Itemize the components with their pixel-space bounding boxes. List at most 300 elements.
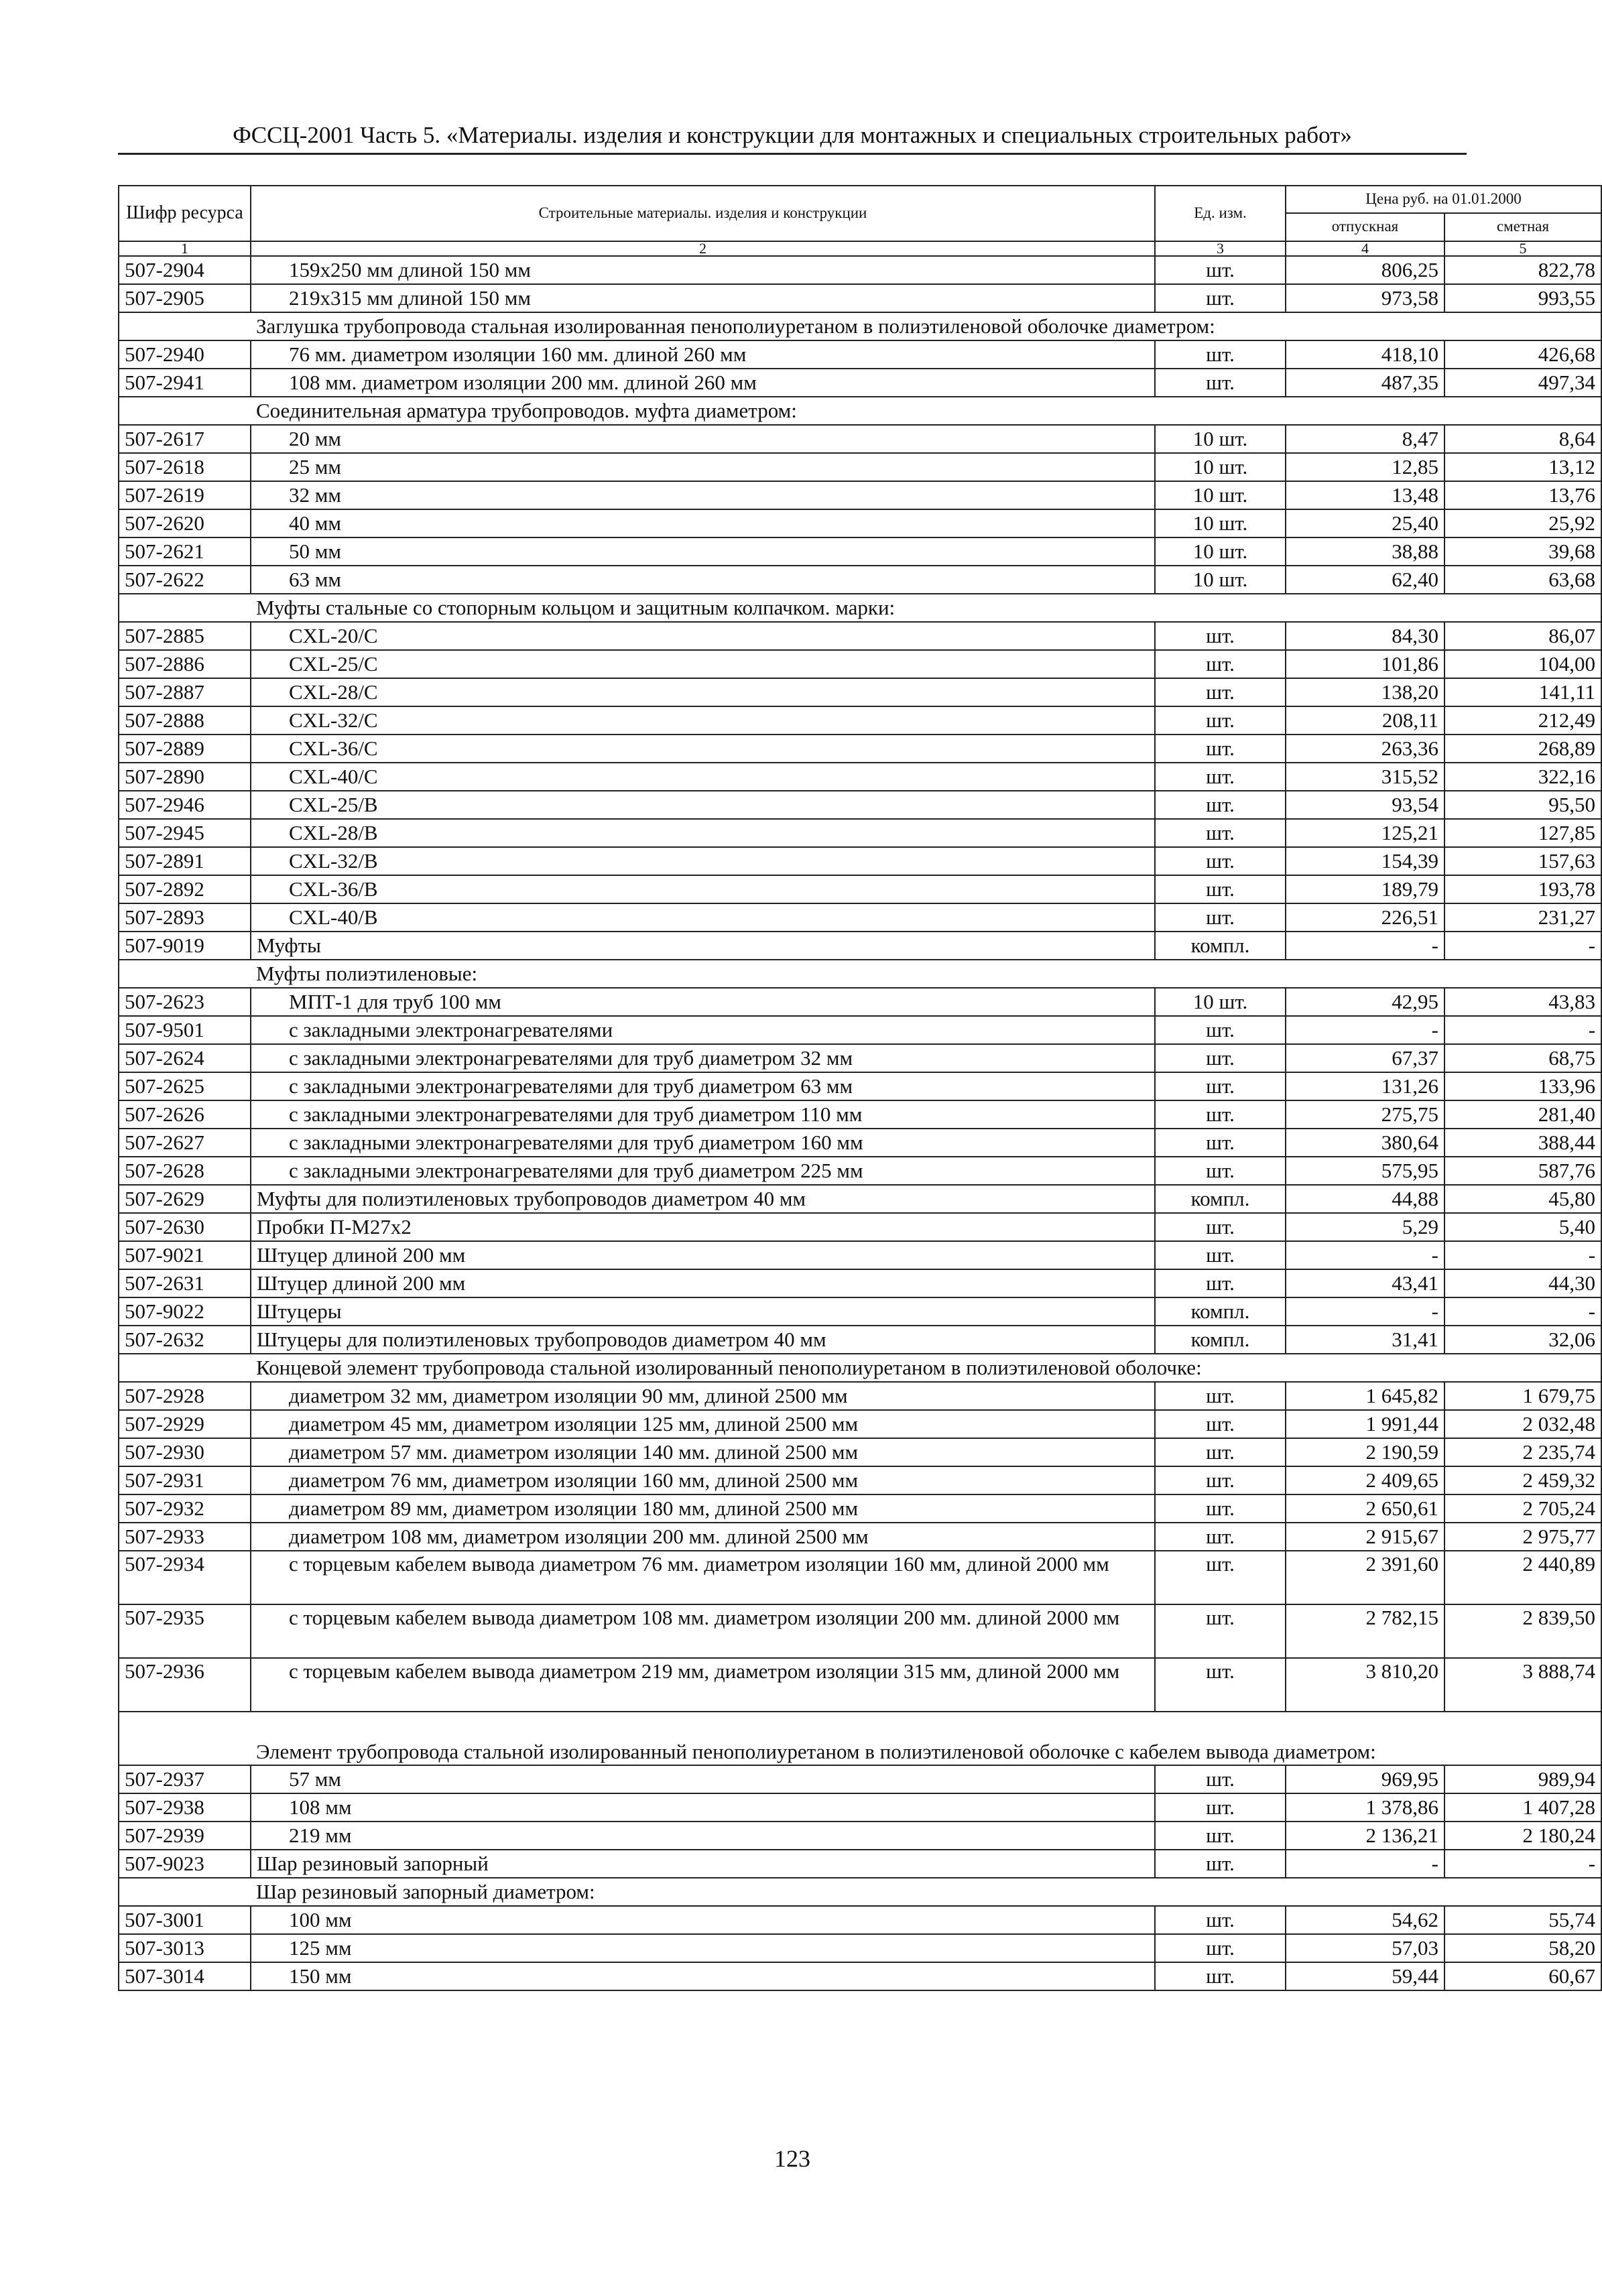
material-name: МПТ-1 для труб 100 мм: [251, 988, 1155, 1016]
resource-code: 507-2618: [119, 453, 251, 481]
table-row: [119, 1072, 1601, 1100]
price-release: 189,79: [1286, 875, 1444, 903]
material-name: Штуцер длиной 200 мм: [251, 1269, 1155, 1297]
material-name: CXL-25/B: [251, 791, 1155, 819]
resource-code: 507-2624: [119, 1044, 251, 1072]
table-row: [119, 988, 1601, 1016]
section-code-cell: [119, 1712, 251, 1765]
table-row: [119, 509, 1601, 537]
material-name: CXL-36/B: [251, 875, 1155, 903]
unit-of-measure: шт.: [1155, 1658, 1286, 1712]
material-name: CXL-32/C: [251, 706, 1155, 735]
price-release: 84,30: [1286, 622, 1444, 650]
section-title: Шар резиновый запорный диаметром:: [251, 1878, 1601, 1906]
table-row: [119, 1822, 1601, 1850]
resource-code: 507-2934: [119, 1551, 251, 1604]
resource-code: 507-3014: [119, 1962, 251, 1990]
unit-of-measure: шт.: [1155, 1793, 1286, 1822]
table-body: [119, 256, 1601, 1990]
section-code-cell: [119, 1878, 251, 1906]
resource-code: 507-2905: [119, 284, 251, 312]
material-name: CXL-40/C: [251, 763, 1155, 791]
table-row: [119, 1906, 1601, 1934]
page-number: 123: [774, 2145, 810, 2172]
price-estimate: -: [1444, 1850, 1601, 1878]
price-release: 1 378,86: [1286, 1793, 1444, 1822]
price-release: 380,64: [1286, 1129, 1444, 1157]
price-estimate: 426,68: [1444, 340, 1601, 369]
price-estimate: 157,63: [1444, 847, 1601, 875]
price-release: -: [1286, 1241, 1444, 1269]
unit-of-measure: шт.: [1155, 1551, 1286, 1604]
resource-code: 507-2617: [119, 425, 251, 453]
resource-code: 507-3013: [119, 1934, 251, 1962]
unit-of-measure: шт.: [1155, 1822, 1286, 1850]
price-estimate: 268,89: [1444, 735, 1601, 763]
price-release: 226,51: [1286, 903, 1444, 932]
table-row: [119, 1793, 1601, 1822]
unit-of-measure: шт.: [1155, 1072, 1286, 1100]
price-estimate: 388,44: [1444, 1129, 1601, 1157]
material-name: 63 мм: [251, 566, 1155, 594]
price-release: 263,36: [1286, 735, 1444, 763]
table-row: [119, 1269, 1601, 1297]
price-release: 62,40: [1286, 566, 1444, 594]
column-number: 5: [1444, 241, 1601, 256]
section-header-row: [119, 312, 1601, 340]
table-row: [119, 1157, 1601, 1185]
material-name: 20 мм: [251, 425, 1155, 453]
material-name: CXL-32/B: [251, 847, 1155, 875]
material-name: с закладными электронагревателями для труб диаметром 63 мм: [251, 1072, 1155, 1100]
price-release: 969,95: [1286, 1765, 1444, 1793]
table-row: [119, 1438, 1601, 1466]
resource-code: 507-2620: [119, 509, 251, 537]
price-estimate: 993,55: [1444, 284, 1601, 312]
price-estimate: 133,96: [1444, 1072, 1601, 1100]
price-estimate: 25,92: [1444, 509, 1601, 537]
price-release: 5,29: [1286, 1213, 1444, 1241]
price-release: 25,40: [1286, 509, 1444, 537]
table-row: [119, 1962, 1601, 1990]
material-name: с закладными электронагревателями для труб диаметром 32 мм: [251, 1044, 1155, 1072]
table-row: [119, 1765, 1601, 1793]
resource-code: 507-2945: [119, 819, 251, 847]
material-name: 25 мм: [251, 453, 1155, 481]
price-release: 2 190,59: [1286, 1438, 1444, 1466]
price-estimate: 55,74: [1444, 1906, 1601, 1934]
material-name: [251, 1551, 1155, 1604]
resource-code: 507-2630: [119, 1213, 251, 1241]
table-row: [119, 481, 1601, 509]
resource-code: 507-2627: [119, 1129, 251, 1157]
price-release: 42,95: [1286, 988, 1444, 1016]
column-header-unit: Ед. изм.: [1155, 186, 1286, 241]
resource-code: 507-2631: [119, 1269, 251, 1297]
resource-code: 507-2622: [119, 566, 251, 594]
price-estimate: 822,78: [1444, 256, 1601, 284]
unit-of-measure: шт.: [1155, 819, 1286, 847]
unit-of-measure: шт.: [1155, 284, 1286, 312]
resource-code: 507-2891: [119, 847, 251, 875]
price-estimate: 86,07: [1444, 622, 1601, 650]
unit-of-measure: шт.: [1155, 1241, 1286, 1269]
price-release: 8,47: [1286, 425, 1444, 453]
table-row: [119, 1410, 1601, 1438]
table-row: [119, 1466, 1601, 1494]
unit-of-measure: шт.: [1155, 1016, 1286, 1044]
unit-of-measure: 10 шт.: [1155, 425, 1286, 453]
unit-of-measure: шт.: [1155, 1410, 1286, 1438]
price-release: 67,37: [1286, 1044, 1444, 1072]
price-release: 418,10: [1286, 340, 1444, 369]
unit-of-measure: шт.: [1155, 1765, 1286, 1793]
unit-of-measure: шт.: [1155, 1269, 1286, 1297]
table-row: [119, 706, 1601, 735]
price-release: -: [1286, 932, 1444, 960]
material-name: 76 мм. диаметром изоляции 160 мм. длиной 260 мм: [251, 340, 1155, 369]
material-name: Пробки П-М27x2: [251, 1213, 1155, 1241]
material-name: [251, 1604, 1155, 1658]
material-name: 219 мм: [251, 1822, 1155, 1850]
price-estimate: 39,68: [1444, 537, 1601, 566]
unit-of-measure: шт.: [1155, 903, 1286, 932]
resource-code: 507-9023: [119, 1850, 251, 1878]
table-row: [119, 566, 1601, 594]
section-header-row: [119, 397, 1601, 425]
price-release: 59,44: [1286, 1962, 1444, 1990]
table-row: [119, 284, 1601, 312]
unit-of-measure: шт.: [1155, 256, 1286, 284]
resource-code: 507-2886: [119, 650, 251, 678]
table-row: [119, 1382, 1601, 1410]
price-release: 3 810,20: [1286, 1658, 1444, 1712]
table-row: [119, 763, 1601, 791]
unit-of-measure: шт.: [1155, 847, 1286, 875]
price-estimate: 5,40: [1444, 1213, 1601, 1241]
table-row: [119, 1100, 1601, 1129]
table-row: [119, 1044, 1601, 1072]
unit-of-measure: шт.: [1155, 678, 1286, 706]
table-row: [119, 1934, 1601, 1962]
resource-code: 507-2893: [119, 903, 251, 932]
price-estimate: 2 235,74: [1444, 1438, 1601, 1466]
price-table-wrapper: [118, 185, 1596, 1991]
column-number: 3: [1155, 241, 1286, 256]
unit-of-measure: шт.: [1155, 1906, 1286, 1934]
price-release: 101,86: [1286, 650, 1444, 678]
table-row: [119, 1213, 1601, 1241]
material-name: диаметром 89 мм, диаметром изоляции 180 мм, длиной 2500 мм: [251, 1494, 1155, 1523]
unit-of-measure: компл.: [1155, 1326, 1286, 1354]
material-name: 150 мм: [251, 1962, 1155, 1990]
table-row: [119, 425, 1601, 453]
section-title: Концевой элемент трубопровода стальной изолированный пенополиуретаном в полиэтиленовой оболочке:: [251, 1354, 1601, 1382]
price-estimate: -: [1444, 1297, 1601, 1326]
section-code-cell: [119, 312, 251, 340]
column-number: 1: [119, 241, 251, 256]
unit-of-measure: шт.: [1155, 1604, 1286, 1658]
resource-code: 507-2623: [119, 988, 251, 1016]
price-release: 2 409,65: [1286, 1466, 1444, 1494]
resource-code: 507-2941: [119, 369, 251, 397]
table-row: [119, 1185, 1601, 1213]
section-header-row: [119, 594, 1601, 622]
material-name: CXL-20/C: [251, 622, 1155, 650]
resource-code: 507-2932: [119, 1494, 251, 1523]
price-estimate: 2 705,24: [1444, 1494, 1601, 1523]
resource-code: 507-2904: [119, 256, 251, 284]
price-estimate: 8,64: [1444, 425, 1601, 453]
price-release: 38,88: [1286, 537, 1444, 566]
price-estimate: 141,11: [1444, 678, 1601, 706]
material-name: 219x315 мм длиной 150 мм: [251, 284, 1155, 312]
material-name: с закладными электронагревателями: [251, 1016, 1155, 1044]
price-release: 2 915,67: [1286, 1523, 1444, 1551]
table-row: [119, 1523, 1601, 1551]
table-row: [119, 932, 1601, 960]
unit-of-measure: шт.: [1155, 735, 1286, 763]
price-release: 43,41: [1286, 1269, 1444, 1297]
resource-code: 507-2632: [119, 1326, 251, 1354]
price-estimate: 127,85: [1444, 819, 1601, 847]
price-estimate: 3 888,74: [1444, 1658, 1601, 1712]
section-title: Заглушка трубопровода стальная изолированная пенополиуретаном в полиэтиленовой оболочке диаметром:: [251, 312, 1601, 340]
price-estimate: 13,12: [1444, 453, 1601, 481]
price-estimate: 104,00: [1444, 650, 1601, 678]
unit-of-measure: шт.: [1155, 369, 1286, 397]
resource-code: 507-3001: [119, 1906, 251, 1934]
resource-code: 507-2626: [119, 1100, 251, 1129]
table-row: [119, 1241, 1601, 1269]
material-name: диаметром 76 мм, диаметром изоляции 160 мм, длиной 2500 мм: [251, 1466, 1155, 1494]
unit-of-measure: 10 шт.: [1155, 481, 1286, 509]
unit-of-measure: 10 шт.: [1155, 566, 1286, 594]
price-release: 575,95: [1286, 1157, 1444, 1185]
unit-of-measure: шт.: [1155, 1438, 1286, 1466]
price-estimate: -: [1444, 1241, 1601, 1269]
unit-of-measure: шт.: [1155, 1934, 1286, 1962]
material-name: Муфты для полиэтиленовых трубопроводов диаметром 40 мм: [251, 1185, 1155, 1213]
resource-code: 507-2888: [119, 706, 251, 735]
resource-code: 507-2625: [119, 1072, 251, 1100]
unit-of-measure: 10 шт.: [1155, 537, 1286, 566]
material-name: 125 мм: [251, 1934, 1155, 1962]
price-release: 208,11: [1286, 706, 1444, 735]
table-row: [119, 650, 1601, 678]
table-row: [119, 1297, 1601, 1326]
material-name: 57 мм: [251, 1765, 1155, 1793]
price-estimate: 2 032,48: [1444, 1410, 1601, 1438]
price-estimate: 1 679,75: [1444, 1382, 1601, 1410]
material-name: CXL-36/C: [251, 735, 1155, 763]
unit-of-measure: компл.: [1155, 1185, 1286, 1213]
price-release: 138,20: [1286, 678, 1444, 706]
column-header-name: Строительные материалы. изделия и конструкции: [251, 186, 1155, 241]
resource-code: 507-2892: [119, 875, 251, 903]
unit-of-measure: компл.: [1155, 1297, 1286, 1326]
price-release: 487,35: [1286, 369, 1444, 397]
material-name: 32 мм: [251, 481, 1155, 509]
resource-code: 507-2931: [119, 1466, 251, 1494]
unit-of-measure: шт.: [1155, 706, 1286, 735]
section-title: Элемент трубопровода стальной изолированный пенополиуретаном в полиэтиленовой оболочке с кабелем вывода диаметром:: [251, 1712, 1601, 1765]
resource-code: 507-9021: [119, 1241, 251, 1269]
price-estimate: -: [1444, 932, 1601, 960]
resource-code: 507-9019: [119, 932, 251, 960]
price-release: -: [1286, 1016, 1444, 1044]
column-header-price-release: отпускная: [1286, 213, 1444, 241]
table-row: [119, 340, 1601, 369]
price-release: 44,88: [1286, 1185, 1444, 1213]
material-name: CXL-28/B: [251, 819, 1155, 847]
unit-of-measure: шт.: [1155, 875, 1286, 903]
material-name-text: с торцевым кабелем вывода диаметром 219 мм, диаметром изоляции 315 мм, длиной 2000 мм: [289, 1659, 1120, 1683]
unit-of-measure: шт.: [1155, 1100, 1286, 1129]
material-name: с закладными электронагревателями для труб диаметром 225 мм: [251, 1157, 1155, 1185]
column-header-price-estimate: сметная: [1444, 213, 1601, 241]
table-row: [119, 537, 1601, 566]
resource-code: 507-2890: [119, 763, 251, 791]
section-code-cell: [119, 1354, 251, 1382]
table-row: [119, 847, 1601, 875]
price-estimate: 2 459,32: [1444, 1466, 1601, 1494]
price-release: 54,62: [1286, 1906, 1444, 1934]
table-row: [119, 622, 1601, 650]
material-name: с закладными электронагревателями для труб диаметром 160 мм: [251, 1129, 1155, 1157]
section-header-row: [119, 1878, 1601, 1906]
section-header-row: [119, 1354, 1601, 1382]
page-header: ФССЦ-2001 Часть 5. «Материалы. изделия и конструкции для монтажных и специальных строительных работ»: [118, 121, 1467, 155]
price-estimate: 44,30: [1444, 1269, 1601, 1297]
resource-code: 507-2628: [119, 1157, 251, 1185]
unit-of-measure: шт.: [1155, 1850, 1286, 1878]
resource-code: 507-2887: [119, 678, 251, 706]
price-release: 93,54: [1286, 791, 1444, 819]
unit-of-measure: шт.: [1155, 1213, 1286, 1241]
price-release: 31,41: [1286, 1326, 1444, 1354]
price-release: 2 136,21: [1286, 1822, 1444, 1850]
resource-code: 507-2629: [119, 1185, 251, 1213]
resource-code: 507-2885: [119, 622, 251, 650]
table-row: [119, 1604, 1601, 1658]
table-row: [119, 369, 1601, 397]
resource-code: 507-2940: [119, 340, 251, 369]
unit-of-measure: шт.: [1155, 1494, 1286, 1523]
resource-code: 507-9022: [119, 1297, 251, 1326]
section-code-cell: [119, 594, 251, 622]
unit-of-measure: шт.: [1155, 1129, 1286, 1157]
price-table: [118, 185, 1602, 1991]
unit-of-measure: 10 шт.: [1155, 453, 1286, 481]
material-name: диаметром 32 мм, диаметром изоляции 90 мм, длиной 2500 мм: [251, 1382, 1155, 1410]
table-row: [119, 1494, 1601, 1523]
unit-of-measure: шт.: [1155, 1157, 1286, 1185]
resource-code: 507-2937: [119, 1765, 251, 1793]
price-release: 57,03: [1286, 1934, 1444, 1962]
price-estimate: 497,34: [1444, 369, 1601, 397]
table-row: [119, 1551, 1601, 1604]
table-row: [119, 1016, 1601, 1044]
resource-code: 507-9501: [119, 1016, 251, 1044]
material-name: 50 мм: [251, 537, 1155, 566]
price-estimate: 2 975,77: [1444, 1523, 1601, 1551]
material-name: 159x250 мм длиной 150 мм: [251, 256, 1155, 284]
unit-of-measure: шт.: [1155, 650, 1286, 678]
section-title: Муфты полиэтиленовые:: [251, 960, 1601, 988]
material-name: Штуцеры: [251, 1297, 1155, 1326]
column-header-price-group: Цена руб. на 01.01.2000: [1286, 186, 1601, 213]
material-name: Муфты: [251, 932, 1155, 960]
price-estimate: 989,94: [1444, 1765, 1601, 1793]
price-release: 2 391,60: [1286, 1551, 1444, 1604]
material-name: с закладными электронагревателями для труб диаметром 110 мм: [251, 1100, 1155, 1129]
section-code-cell: [119, 397, 251, 425]
price-release: 806,25: [1286, 256, 1444, 284]
table-row: [119, 678, 1601, 706]
resource-code: 507-2929: [119, 1410, 251, 1438]
price-estimate: 2 180,24: [1444, 1822, 1601, 1850]
resource-code: 507-2619: [119, 481, 251, 509]
material-name: 100 мм: [251, 1906, 1155, 1934]
material-name: CXL-28/C: [251, 678, 1155, 706]
unit-of-measure: 10 шт.: [1155, 509, 1286, 537]
material-name: 108 мм. диаметром изоляции 200 мм. длиной 260 мм: [251, 369, 1155, 397]
price-release: 2 650,61: [1286, 1494, 1444, 1523]
price-release: 154,39: [1286, 847, 1444, 875]
unit-of-measure: шт.: [1155, 622, 1286, 650]
material-name: Штуцер длиной 200 мм: [251, 1241, 1155, 1269]
material-name: диаметром 57 мм. диаметром изоляции 140 мм. длиной 2500 мм: [251, 1438, 1155, 1466]
price-estimate: 212,49: [1444, 706, 1601, 735]
unit-of-measure: шт.: [1155, 1044, 1286, 1072]
resource-code: 507-2946: [119, 791, 251, 819]
resource-code: 507-2621: [119, 537, 251, 566]
material-name: диаметром 45 мм, диаметром изоляции 125 мм, длиной 2500 мм: [251, 1410, 1155, 1438]
resource-code: 507-2930: [119, 1438, 251, 1466]
price-estimate: 193,78: [1444, 875, 1601, 903]
price-estimate: 45,80: [1444, 1185, 1601, 1213]
price-release: 1 645,82: [1286, 1382, 1444, 1410]
price-estimate: 2 839,50: [1444, 1604, 1601, 1658]
resource-code: 507-2928: [119, 1382, 251, 1410]
unit-of-measure: компл.: [1155, 932, 1286, 960]
resource-code: 507-2936: [119, 1658, 251, 1712]
table-row: [119, 819, 1601, 847]
price-estimate: 95,50: [1444, 791, 1601, 819]
price-estimate: 58,20: [1444, 1934, 1601, 1962]
table-row: [119, 453, 1601, 481]
price-release: 12,85: [1286, 453, 1444, 481]
material-name: CXL-40/B: [251, 903, 1155, 932]
price-estimate: 2 440,89: [1444, 1551, 1601, 1604]
table-row: [119, 735, 1601, 763]
price-estimate: 32,06: [1444, 1326, 1601, 1354]
material-name-text: с торцевым кабелем вывода диаметром 76 мм. диаметром изоляции 160 мм, длиной 2000 мм: [289, 1551, 1109, 1576]
price-release: 131,26: [1286, 1072, 1444, 1100]
price-release: 315,52: [1286, 763, 1444, 791]
price-estimate: 1 407,28: [1444, 1793, 1601, 1822]
unit-of-measure: 10 шт.: [1155, 988, 1286, 1016]
table-row: [119, 256, 1601, 284]
resource-code: 507-2938: [119, 1793, 251, 1822]
price-estimate: 68,75: [1444, 1044, 1601, 1072]
section-title: Муфты стальные со стопорным кольцом и защитным колпачком. марки:: [251, 594, 1601, 622]
material-name: диаметром 108 мм, диаметром изоляции 200 мм. длиной 2500 мм: [251, 1523, 1155, 1551]
price-release: 973,58: [1286, 284, 1444, 312]
table-row: [119, 1326, 1601, 1354]
price-estimate: 322,16: [1444, 763, 1601, 791]
